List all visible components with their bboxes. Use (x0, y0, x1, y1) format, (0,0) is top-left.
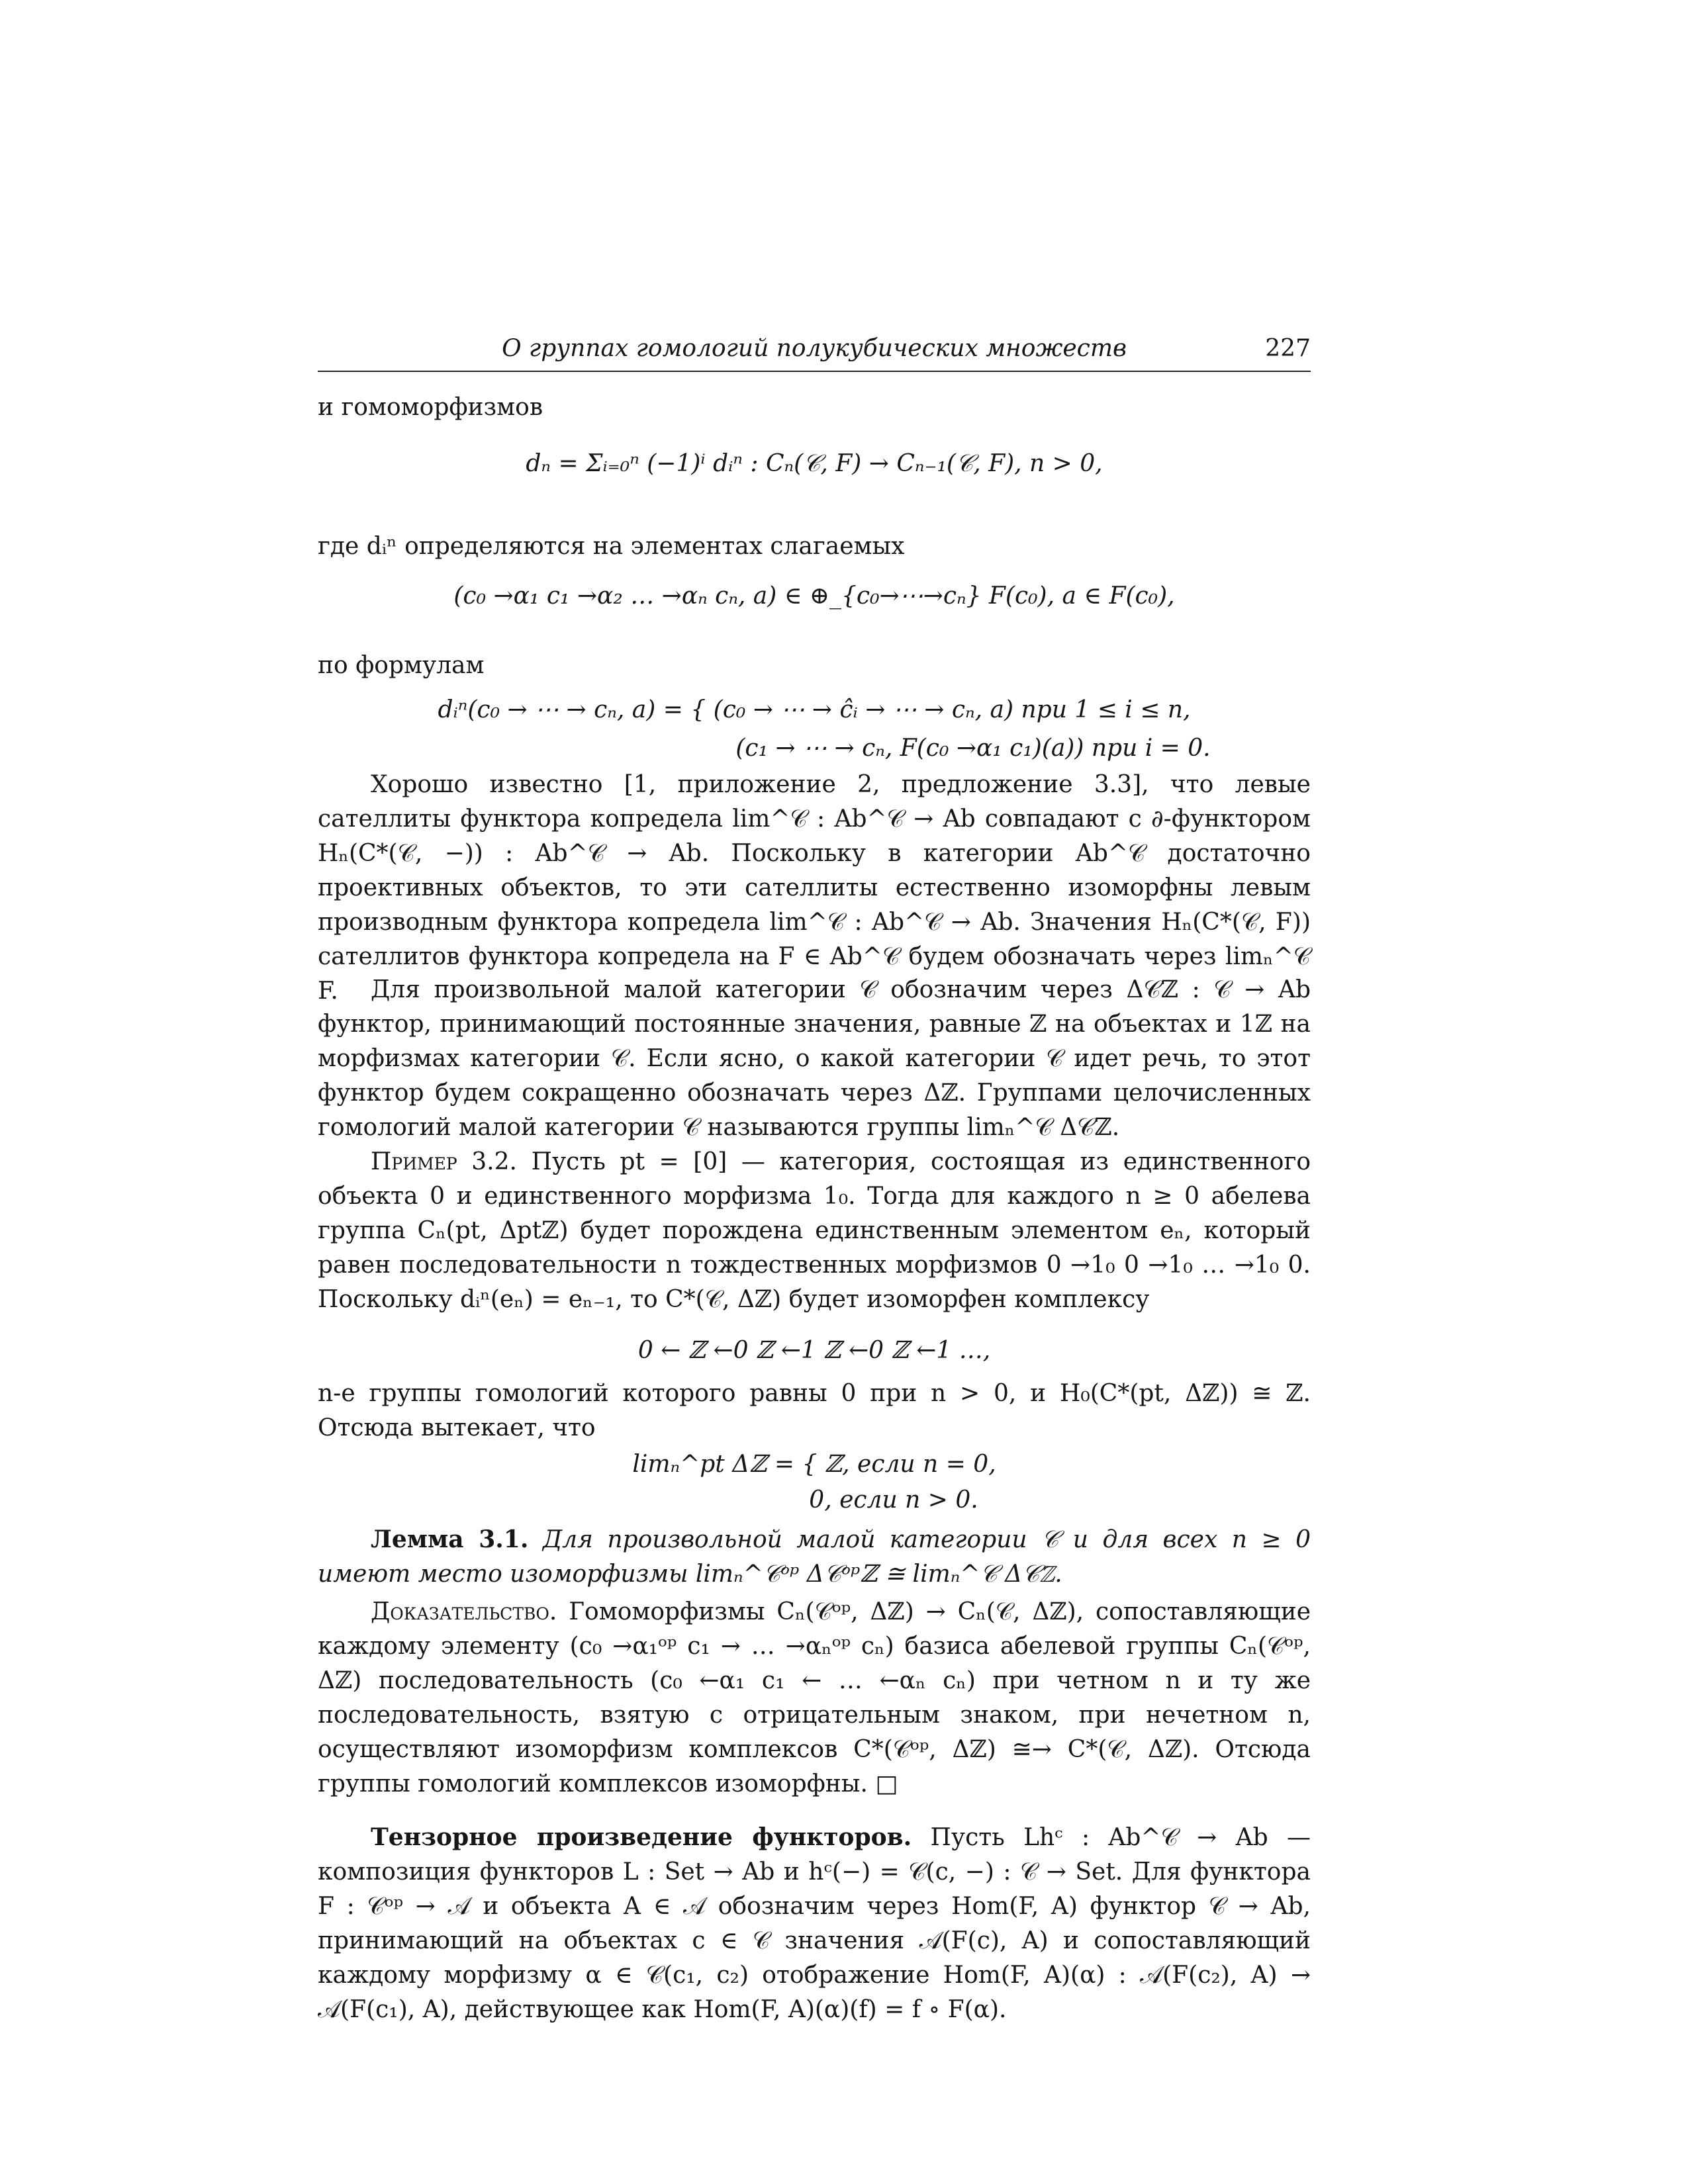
running-title: О группах гомологий полукубических множеств (502, 335, 1127, 362)
formula-face-b: (c₁ → ⋯ → cₙ, F(c₀ →α₁ c₁)(a)) при i = 0. (735, 735, 1211, 762)
lemma-label: Лемма 3.1. (371, 1525, 529, 1553)
text-line: по формулам (318, 652, 485, 679)
page-number: 227 (1265, 335, 1311, 362)
formula-lim-pt-b: 0, если n > 0. (809, 1486, 978, 1514)
paragraph-homology: n-е группы гомологий которого равны 0 при n > 0, и H₀(C*(pt, Δℤ)) ≅ ℤ. Отсюда вытекает, что (318, 1380, 1311, 1441)
formula-summands: (c₀ →α₁ c₁ →α₂ … →αₙ cₙ, a) ∈ ⊕_{c₀→⋯→cₙ} F(c₀), a ∈ F(c₀), (453, 582, 1175, 610)
text-line: и гомоморфизмов (318, 394, 543, 421)
proof-label: Доказательство. (371, 1598, 557, 1625)
page (318, 331, 1311, 2023)
example-text: Пусть pt = [0] — категория, состоящая из единственного объекта 0 и единственного морфизма 1₀. Тогда для каждого n ≥ 0 абелева группа Cₙ(pt, Δptℤ) будет порождена единственным элементом eₙ, который равен последовательности n тождественных морфизмов 0 →1₀ 0 →1₀ … →1₀ 0. Поскольку dᵢⁿ(eₙ) = eₙ₋₁, то C*(𝒞, Δℤ) будет изоморфен комплексу (318, 1148, 1311, 1313)
tensor-text: Пусть Lhᶜ : Ab^𝒞 → Ab — композиция функторов L : Set → Ab и hᶜ(−) = 𝒞(c, −) : 𝒞 → Set. Для функтора F : 𝒞ᵒᵖ → 𝒜 и объекта A ∈ 𝒜 обозначим через Hom(F, A) функтор 𝒞 → Ab, принимающий на объектах c ∈ 𝒞 значения 𝒜(F(c), A) и сопоставляющий каждому морфизму α ∈ 𝒞(c₁, c₂) отображение Hom(F, A)(α) : 𝒜(F(c₂), A) → 𝒜(F(c₁), A), действующее как Hom(F, A)(α)(f) = f ∘ F(α). (318, 1824, 1311, 2023)
tensor-label: Тензорное произведение функторов. (371, 1823, 912, 1851)
tensor-section (318, 1820, 1311, 2027)
formula-face-a: dᵢⁿ(c₀ → ⋯ → cₙ, a) = { (c₀ → ⋯ → ĉᵢ → ⋯ → cₙ, a) при 1 ≤ i ≤ n, (438, 696, 1191, 723)
lemma-text: Для произвольной малой категории 𝒞 и для всех n ≥ 0 имеют место изоморфизмы limₙ^𝒞ᵒᵖ Δ𝒞ᵒᵖℤ ≅ limₙ^𝒞 Δ𝒞ℤ. (318, 1526, 1311, 1588)
paragraph-delta-z: Для произвольной малой категории 𝒞 обозначим через Δ𝒞ℤ : 𝒞 → Ab функтор, принимающий постоянные значения, равные ℤ на объектах и 1ℤ на морфизмах категории 𝒞. Если ясно, о какой категории 𝒞 идет речь, то этот функтор будем сокращенно обозначать через Δℤ. Группами целочисленных гомологий малой категории 𝒞 называются группы limₙ^𝒞 Δ𝒞ℤ. (318, 976, 1311, 1141)
example-3-2 (318, 1145, 1311, 1317)
example-label: Пример 3.2. (371, 1148, 517, 1175)
proof-text: Гомоморфизмы Cₙ(𝒞ᵒᵖ, Δℤ) → Cₙ(𝒞, Δℤ), сопоставляющие каждому элементу (c₀ →α₁ᵒᵖ c₁ → … →αₙᵒᵖ cₙ) базиса абелевой группы Cₙ(𝒞ᵒᵖ, Δℤ) последовательность (c₀ ←α₁ c₁ ← … ←αₙ cₙ) при четном n и ту же последовательность, взятую с отрицательным знаком, при нечетном n, осуществляют изоморфизм комплексов C*(𝒞ᵒᵖ, Δℤ) ≅→ C*(𝒞, Δℤ). Отсюда группы гомологий комплексов изоморфны. □ (318, 1598, 1311, 1797)
running-header (318, 331, 1311, 372)
lemma-3-1 (318, 1522, 1311, 1592)
formula-dn: dₙ = Σᵢ₌₀ⁿ (−1)ⁱ dᵢⁿ : Cₙ(𝒞, F) → Cₙ₋₁(𝒞, F), n > 0, (526, 450, 1103, 477)
formula-complex: 0 ← ℤ ←0 ℤ ←1 ℤ ←0 ℤ ←1 …, (637, 1337, 991, 1364)
paragraph-satellites: Хорошо известно [1, приложение 2, предложение 3.3], что левые сателлиты функтора копредела lim^𝒞 : Ab^𝒞 → Ab совпадают с ∂-функтором Hₙ(C*(𝒞, −)) : Ab^𝒞 → Ab. Поскольку в категории Ab^𝒞 достаточно проективных объектов, то эти сателлиты естественно изоморфны левым производным функтора копредела lim^𝒞 : Ab^𝒞 → Ab. Значения Hₙ(C*(𝒞, F)) сателлитов функтора копредела на F ∈ Ab^𝒞 будем обозначать через limₙ^𝒞 F. (318, 771, 1311, 1005)
proof (318, 1595, 1311, 1801)
formula-lim-pt-a: limₙ^pt Δℤ = { ℤ, если n = 0, (632, 1451, 996, 1478)
text-line: где dᵢⁿ определяются на элементах слагаемых (318, 533, 905, 560)
